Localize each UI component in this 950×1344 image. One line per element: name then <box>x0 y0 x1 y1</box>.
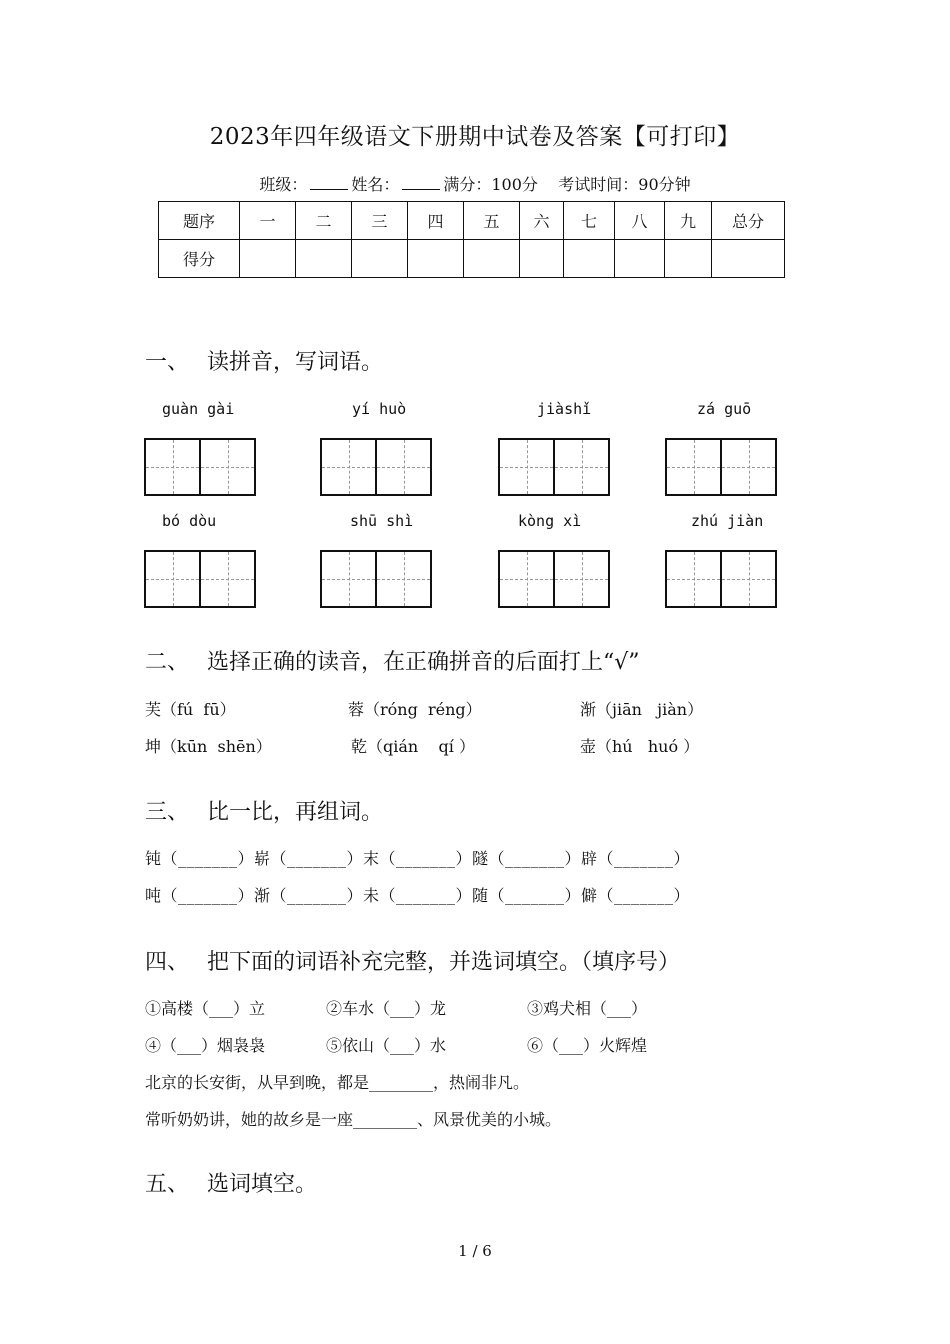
writing-grid[interactable] <box>144 550 256 608</box>
page-title: 2023年四年级语文下册期中试卷及答案【可打印】 <box>209 124 741 150</box>
score-cell[interactable] <box>296 240 352 278</box>
pinyin: guàn gài <box>162 400 235 418</box>
writing-grid[interactable] <box>665 438 777 496</box>
name-label: 姓名： <box>351 175 400 194</box>
compare-row: 钝（_______）崭（_______）末（_______）隧（_______）辟（_______） <box>145 849 691 868</box>
writing-grid[interactable] <box>665 550 777 608</box>
idiom-item: ⑤依山（___）水 <box>326 1036 447 1055</box>
page-number: 1 / 6 <box>458 1242 492 1260</box>
pinyin: yí huò <box>352 400 407 418</box>
pinyin: zhú jiàn <box>691 512 764 530</box>
score-cell[interactable] <box>240 240 296 278</box>
section-title: 读拼音，写词语。 <box>207 350 384 375</box>
section-number: 二、 <box>145 650 190 675</box>
score-cell[interactable] <box>564 240 615 278</box>
idiom-item: ⑥（___）火辉煌 <box>527 1036 648 1055</box>
score-table-header <box>159 202 785 240</box>
score-cell[interactable] <box>352 240 408 278</box>
section-5-heading <box>145 1167 317 1198</box>
exam-info <box>0 172 950 195</box>
header-cell: 五 <box>464 202 520 240</box>
header-cell: 三 <box>352 202 408 240</box>
score-cell[interactable] <box>464 240 520 278</box>
pronunciation-item: 渐（jiān jiàn） <box>580 700 704 719</box>
row-label: 得分 <box>159 240 240 278</box>
pinyin: kòng xì <box>518 512 582 530</box>
header-cell: 一 <box>240 202 296 240</box>
pronunciation-item: 壶（hú huó ） <box>580 737 700 756</box>
section-title: 把下面的词语补充完整，并选词填空。（填序号） <box>207 950 681 975</box>
section-3-heading <box>145 795 383 826</box>
name-blank <box>402 175 440 190</box>
writing-grid[interactable] <box>320 550 432 608</box>
class-blank <box>310 175 348 190</box>
header-cell: 题序 <box>159 202 240 240</box>
score-cell[interactable] <box>520 240 564 278</box>
pinyin: jiàshǐ <box>537 400 592 418</box>
idiom-item: ③鸡犬相（___） <box>527 999 648 1018</box>
writing-grid[interactable] <box>320 438 432 496</box>
fill-sentence: 北京的长安街，从早到晚，都是________，热闹非凡。 <box>145 1073 530 1092</box>
section-number: 一、 <box>145 350 190 375</box>
writing-grid[interactable] <box>498 550 610 608</box>
section-title: 选择正确的读音，在正确拼音的后面打上“√” <box>207 650 640 675</box>
pronunciation-item: 坤（kūn shēn） <box>145 737 272 756</box>
section-title: 比一比，再组词。 <box>207 800 384 825</box>
score-cell[interactable] <box>615 240 665 278</box>
writing-grid[interactable] <box>498 438 610 496</box>
header-cell: 六 <box>520 202 564 240</box>
writing-grid[interactable] <box>144 438 256 496</box>
header-cell: 二 <box>296 202 352 240</box>
pronunciation-item: 蓉（róng réng） <box>348 700 482 719</box>
section-title: 选词填空。 <box>207 1172 318 1197</box>
pinyin: zá guō <box>697 400 752 418</box>
section-number: 三、 <box>145 800 190 825</box>
idiom-item: ④（___）烟袅袅 <box>145 1036 266 1055</box>
pinyin: shū shì <box>350 512 414 530</box>
score-cell[interactable] <box>665 240 712 278</box>
header-cell: 四 <box>408 202 464 240</box>
header-cell: 八 <box>615 202 665 240</box>
class-label: 班级： <box>259 175 308 194</box>
section-number: 五、 <box>145 1172 190 1197</box>
time-label: 考试时间：90分钟 <box>558 175 691 194</box>
compare-row: 吨（_______）渐（_______）未（_______）随（_______）僻（_______） <box>145 886 691 905</box>
header-cell: 总分 <box>712 202 785 240</box>
pronunciation-item: 乾（qián qí ） <box>351 737 475 756</box>
header-cell: 七 <box>564 202 615 240</box>
header-cell: 九 <box>665 202 712 240</box>
pronunciation-item: 芙（fú fū） <box>145 700 236 719</box>
score-cell[interactable] <box>408 240 464 278</box>
idiom-item: ②车水（___）龙 <box>326 999 447 1018</box>
score-label: 满分：100分 <box>443 175 538 194</box>
section-2-heading <box>145 645 640 676</box>
score-table-row <box>159 240 785 278</box>
score-cell[interactable] <box>712 240 785 278</box>
fill-sentence: 常听奶奶讲，她的故乡是一座________、风景优美的小城。 <box>145 1110 562 1129</box>
idiom-item: ①高楼（___）立 <box>145 999 266 1018</box>
section-4-heading <box>145 945 680 976</box>
section-1-heading <box>145 345 383 376</box>
score-table <box>158 201 785 278</box>
pinyin: bó dòu <box>162 512 217 530</box>
section-number: 四、 <box>145 950 190 975</box>
